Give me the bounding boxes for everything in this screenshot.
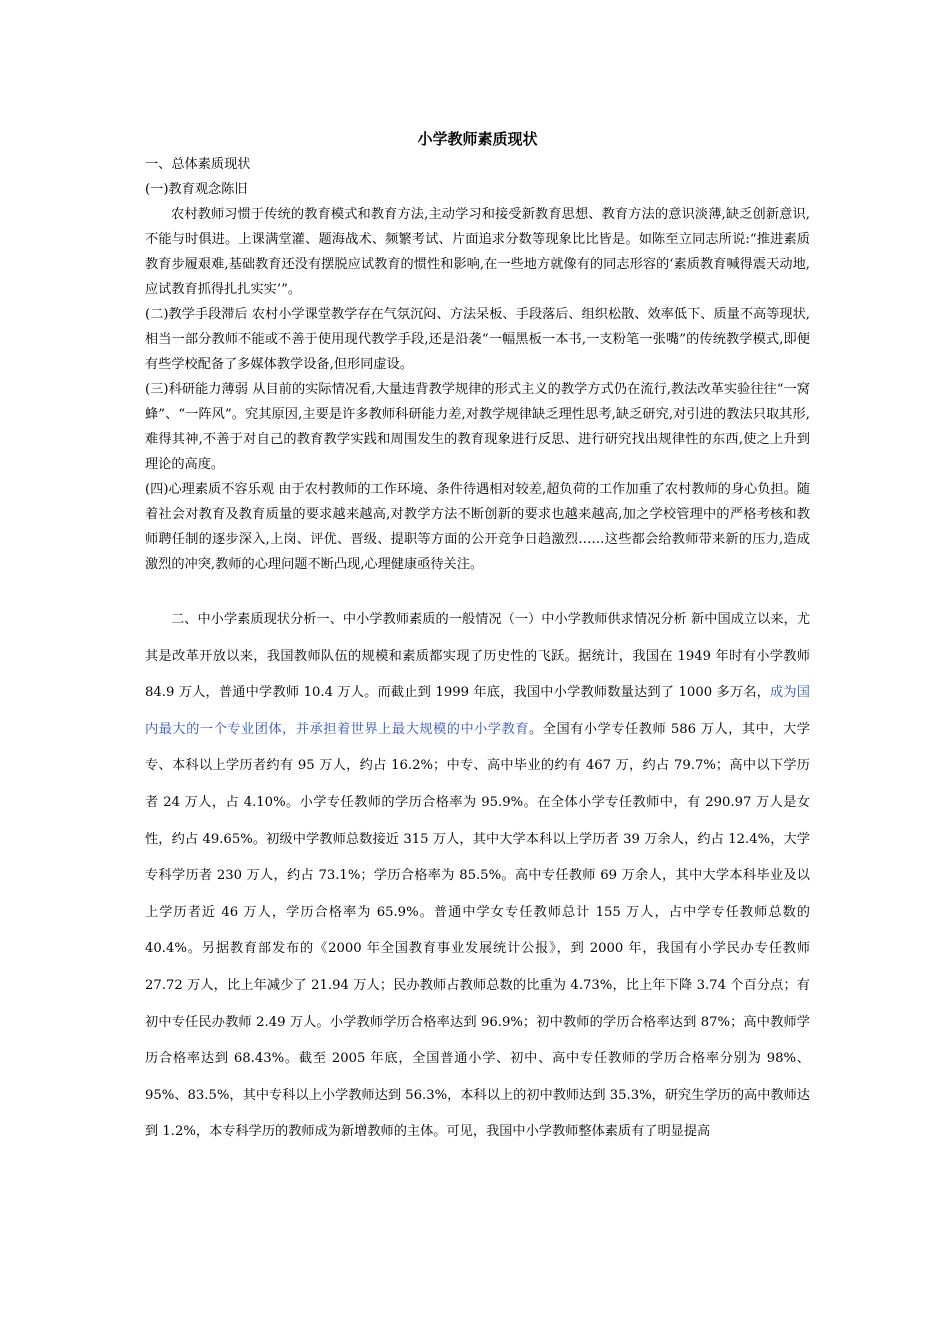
paragraph-psychological-quality: (四)心理素质不容乐观 由于农村教师的工作环境、条件待遇相对较差,超负荷的工作加重了农村教师的身心负担。随着社会对教育及教育质量的要求越来越高,对教学方法不断创新的要求也越来越高,加之学校管理中的严格考核和教师聘任制的逐步深入,上岗、评优、晋级、提职等方面的公开竞争日趋激烈……这些都会给教师带来新的压力,造成激烈的冲突,教师的心理问题不断凸现,心理健康亟待关注。 [145, 482, 810, 572]
hyperlink-text[interactable]: 成为国内最大的一个专业团体，并承担着世界上最大规模的中小学教育 [145, 685, 810, 737]
section-quality-analysis [145, 602, 810, 1151]
statistics-text-part1: 二、中小学素质现状分析一、中小学教师素质的一般情况（一）中小学教师供求情况分析 新中国成立以来，尤其是改革开放以来，我国教师队伍的规模和素质都实现了历史性的飞跃。据统计，我国在 1949 年时有小学教师 84.9 万人，普通中学教师 10.4 万人。而截止到 1999 年底，我国中小学教师数量达到了 1000 多万名， [145, 612, 810, 701]
section-heading: 一、总体素质现状 [145, 157, 251, 172]
paragraph-education-concept: 农村教师习惯于传统的教育模式和教育方法,主动学习和接受新教育思想、教育方法的意识淡薄,缺乏创新意识,不能与时俱进。上课满堂灌、题海战术、频繁考试、片面追求分数等现象比比皆是。如陈至立同志所说:“推进素质教育步履艰难,基础教育还没有摆脱应试教育的惯性和影响,在一些地方就像有的同志形容的‘素质教育喊得震天动地,应试教育抓得扎扎实实’”。 [145, 207, 810, 297]
section-overall-quality [145, 152, 810, 577]
paragraph-teacher-statistics [145, 602, 810, 1151]
paragraph-teaching-methods: (二)教学手段滞后 农村小学课堂教学存在气氛沉闷、方法呆板、手段落后、组织松散、效率低下、质量不高等现状,相当一部分教师不能或不善于使用现代教学手段,还是沿袭“一幅黑板一本书,一支粉笔一张嘴”的传统教学模式,即便有些学校配备了多媒体教学设备,但形同虚设。 [145, 307, 810, 372]
paragraph-research-ability: (三)科研能力薄弱 从目前的实际情况看,大量违背教学规律的形式主义的教学方式仍在流行,教法改革实验往往“一窝蜂”、“一阵风”。究其原因,主要是许多教师科研能力差,对教学规律缺乏理性思考,缺乏研究,对引进的教法只取其形,难得其神,不善于对自己的教育教学实践和周围发生的教育现象进行反思、进行研究找出规律性的东西,使之上升到理论的高度。 [145, 382, 810, 472]
subsection-heading: (一)教育观念陈旧 [145, 182, 248, 197]
document-body [145, 126, 810, 1151]
statistics-text-part2: 。全国有小学专任教师 586 万人，其中，大学专、本科以上学历者约有 95 万人，约占 16.2%；中专、高中毕业的约有 467 万，约占 79.7%；高中以下学历者 24 万人，占 4.10%。小学专任教师的学历合格率为 95.9%。在全体小学专任教师中，有 290.97 万人是女性，约占 49.65%。初级中学教师总数接近 315 万人，其中大学本科以上学历者 39 万余人，约占 12.4%，大学专科学历者 230 万人，约占 73.1%；学历合格率为 85.5%。高中专任教师 69 万余人，其中大学本科毕业及以上学历者近 46 万人，学历合格率为 65.9%。普通中学女专任教师总计 155 万人，占中学专任教师总数的 40.4%。另据教育部发布的《2000 年全国教育事业发展统计公报》，到 2000 年，我国有小学民办专任教师 27.72 万人，比上年减少了 21.94 万人；民办教师占教师总数的比重为 4.73%，比上年下降 3.74 个百分点；有初中专任民办教师 2.49 万人。小学教师学历合格率达到 96.9%；初中教师的学历合格率达到 87%；高中教师学历合格率达到 68.43%。截至 2005 年底，全国普通小学、初中、高中专任教师的学历合格率分别为 98%、95%、83.5%，其中专科以上小学教师达到 56.3%，本科以上的初中教师达到 35.3%，研究生学历的高中教师达到 1.2%，本专科学历的教师成为新增教师的主体。可见，我国中小学教师整体素质有了明显提高 [145, 721, 810, 1140]
document-title: 小学教师素质现状 [417, 130, 538, 148]
